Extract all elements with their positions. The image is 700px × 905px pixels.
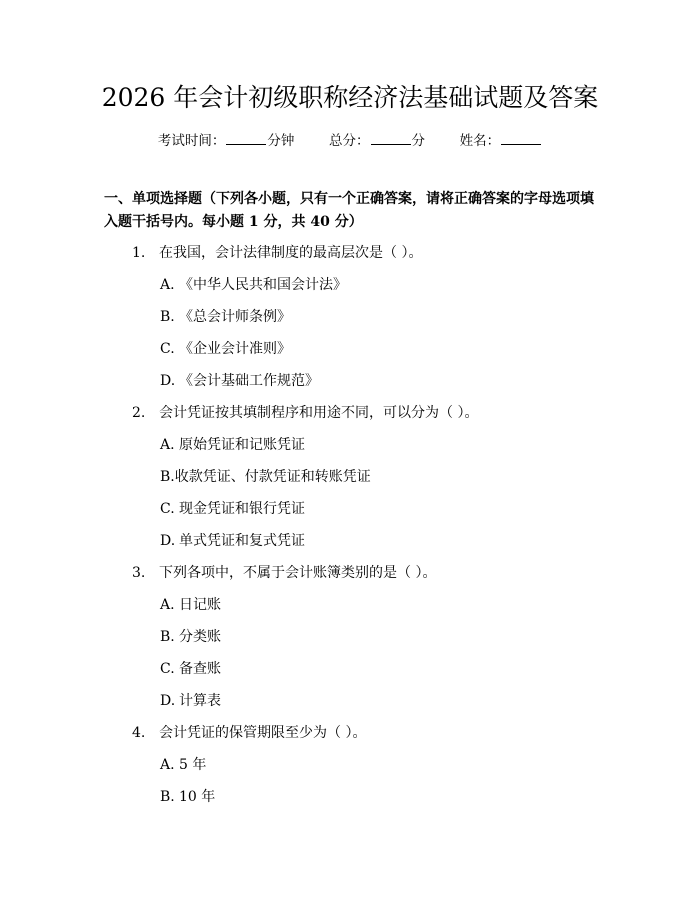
question-number: 1.: [132, 245, 146, 261]
score-label: 总分：: [329, 133, 370, 149]
question-text: 在我国，会计法律制度的最高层次是（ ）。: [159, 245, 423, 261]
question-number: 4.: [132, 725, 146, 741]
question-4: [132, 723, 366, 743]
page-title: 2026 年会计初级职称经济法基础试题及答案: [101, 83, 599, 112]
question-1-option-a: A. 《中华人民共和国会计法》: [160, 277, 347, 293]
question-1: [132, 243, 422, 263]
question-3-option-c: C. 备查账: [160, 661, 221, 677]
question-2-option-a: A. 原始凭证和记账凭证: [160, 437, 305, 453]
question-number: 2.: [132, 405, 146, 421]
score-unit: 分: [411, 133, 425, 149]
section-heading: 一、单项选择题（下列各小题，只有一个正确答案，请将正确答案的字母选项填入题干括号内。每小题 1 分，共 40 分）: [104, 191, 594, 230]
question-4-option-b: B. 10 年: [160, 789, 216, 805]
question-3: [132, 563, 436, 583]
question-text: 下列各项中，不属于会计账簿类别的是（ ）。: [159, 565, 437, 581]
question-1-option-b: B. 《总会计师条例》: [160, 309, 291, 325]
time-unit: 分钟: [267, 133, 295, 149]
name-label: 姓名：: [459, 133, 501, 149]
question-2-option-c: C. 现金凭证和银行凭证: [160, 501, 305, 517]
question-2: [132, 403, 478, 423]
score-blank: [371, 131, 411, 145]
question-1-option-d: D. 《会计基础工作规范》: [160, 373, 319, 389]
question-1-option-c: C. 《企业会计准则》: [160, 341, 291, 357]
exam-meta-line: [0, 131, 700, 151]
time-blank: [226, 131, 266, 145]
question-2-option-d: D. 单式凭证和复式凭证: [160, 533, 305, 549]
question-text: 会计凭证的保管期限至少为（ ）。: [159, 725, 367, 741]
question-2-option-b: B.收款凭证、付款凭证和转账凭证: [160, 469, 371, 485]
question-text: 会计凭证按其填制程序和用途不同，可以分为（ ）。: [159, 405, 479, 421]
time-label: 考试时间：: [157, 133, 226, 149]
question-3-option-d: D. 计算表: [160, 693, 221, 709]
question-3-option-a: A. 日记账: [160, 597, 221, 613]
name-blank: [501, 131, 541, 145]
question-number: 3.: [132, 565, 146, 581]
question-3-option-b: B. 分类账: [160, 629, 221, 645]
question-4-option-a: A. 5 年: [160, 757, 207, 773]
